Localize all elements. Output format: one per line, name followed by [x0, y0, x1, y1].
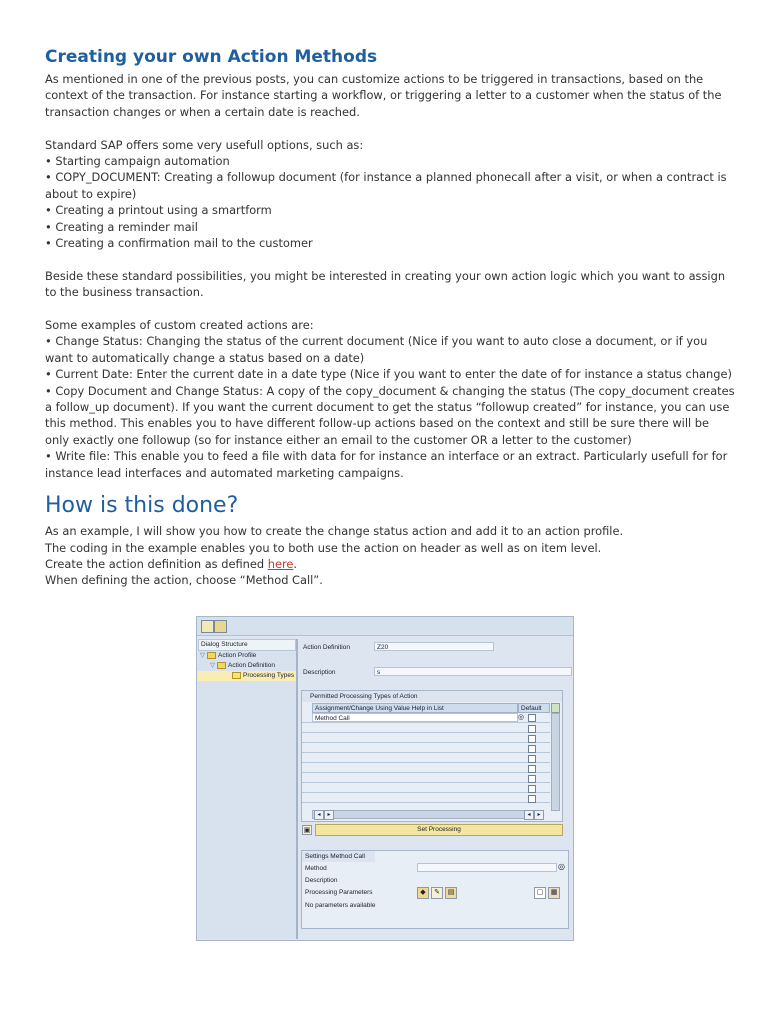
no-parameters-text: No parameters available — [305, 902, 376, 909]
action-definition-label: Action Definition — [303, 644, 350, 651]
column-settings-icon[interactable] — [551, 703, 560, 713]
list-item: • Creating a confirmation mail to the customer — [45, 236, 313, 251]
how-line-4: When defining the action, choose “Method Call”. — [45, 573, 323, 588]
tree-node-label: Action Profile — [218, 652, 257, 659]
how-line-3-prefix: Create the action definition as defined — [45, 556, 268, 571]
method-field[interactable] — [417, 863, 557, 872]
document-icon[interactable]: ▢ — [534, 887, 546, 899]
article — [45, 46, 735, 589]
table-row[interactable] — [302, 753, 550, 763]
list-item: • Change Status: Changing the status of the current document (Nice if you want to auto close a document, or if you want to automatically change a status based on a date) — [45, 334, 708, 365]
default-checkbox[interactable] — [528, 765, 536, 773]
processing-parameters-label: Processing Parameters — [305, 889, 373, 896]
list-item: • Creating a printout using a smartform — [45, 203, 272, 218]
method-label: Method — [305, 865, 327, 872]
edit-icon[interactable] — [201, 620, 214, 633]
sap-screenshot — [196, 616, 574, 941]
col-assignment-header[interactable]: Assignment/Change Using Value Help in List — [312, 703, 518, 713]
how-line-1: As an example, I will show you how to create the change status action and add it to an action profile. — [45, 524, 624, 539]
action-definition-field[interactable]: Z20 — [374, 642, 494, 651]
standard-intro: Standard SAP offers some very usefull options, such as: — [45, 137, 364, 152]
default-checkbox[interactable] — [528, 714, 536, 722]
standard-list — [45, 153, 735, 251]
list-item: • Write file: This enable you to feed a file with data for for instance an interface or an extract. Particularly usefull for for instance lead interfaces and automated marketing campaigns. — [45, 449, 728, 480]
table-row[interactable] — [302, 713, 550, 723]
open-folder-icon — [232, 672, 241, 679]
list-item: • Creating a reminder mail — [45, 219, 198, 234]
default-checkbox[interactable] — [528, 745, 536, 753]
parameter-add-icon[interactable]: ◆ — [417, 887, 429, 899]
tree-header: Dialog Structure — [198, 639, 296, 651]
dialog-structure-tree — [198, 639, 298, 939]
sap-toolbar — [197, 617, 573, 636]
list-item: • Current Date: Enter the current date in a date type (Nice if you want to enter the date of for instance a status change) — [45, 367, 732, 382]
save-icon[interactable] — [214, 620, 227, 633]
col-default-header[interactable]: Default — [518, 703, 550, 713]
table-row[interactable] — [302, 743, 550, 753]
expand-icon[interactable]: ▽ — [210, 662, 215, 669]
table-row[interactable] — [302, 723, 550, 733]
tree-node-processing-types[interactable] — [198, 671, 296, 681]
list-item: • Starting campaign automation — [45, 154, 230, 169]
section-heading: How is this done? — [45, 493, 239, 519]
list-item: • Copy Document and Change Status: A copy of the copy_document & changing the status (The copy_document creates a follow_up document). If you want the current document to get the status “followup created” for instance, you can use this method. This enables you to have different follow-up actions based on the context and still be sure there will be only exactly one followup (so for instance either an email to the customer OR a letter to the customer) — [45, 383, 735, 447]
default-checkbox[interactable] — [528, 725, 536, 733]
folder-icon — [217, 662, 226, 669]
default-checkbox[interactable] — [528, 755, 536, 763]
description-label: Description — [303, 669, 336, 676]
table-row[interactable] — [302, 783, 550, 793]
folder-icon — [207, 652, 216, 659]
value-help-icon[interactable]: ◎ — [558, 862, 565, 871]
default-checkbox[interactable] — [528, 795, 536, 803]
here-link[interactable]: here — [267, 556, 294, 571]
table-row[interactable] — [302, 793, 550, 803]
tree-node-action-definition[interactable] — [198, 661, 296, 671]
scroll-right-icon[interactable]: ▸ — [324, 810, 334, 820]
panel-title: Settings Method Call — [302, 851, 375, 862]
custom-intro: Some examples of custom created actions are: — [45, 318, 314, 333]
default-checkbox[interactable] — [528, 775, 536, 783]
parameter-copy-icon[interactable]: ▤ — [445, 887, 457, 899]
beside-paragraph: Beside these standard possibilities, you might be interested in creating your own action logic which you want to assign to the business transaction. — [45, 268, 726, 300]
expand-icon[interactable]: ▽ — [200, 652, 205, 659]
table-row[interactable] — [302, 763, 550, 773]
default-checkbox[interactable] — [528, 735, 536, 743]
value-help-icon[interactable]: ◎ — [518, 714, 525, 721]
custom-list — [45, 333, 735, 481]
method-call-cell[interactable]: Method Call — [312, 713, 518, 722]
description-field[interactable]: s — [374, 667, 572, 676]
tree-node-label: Action Definition — [228, 662, 275, 669]
table-row[interactable] — [302, 773, 550, 783]
default-checkbox[interactable] — [528, 785, 536, 793]
grid-icon[interactable]: ▦ — [548, 887, 560, 899]
list-item: • COPY_DOCUMENT: Creating a followup document (for instance a planned phonecall after a visit, or when a contract is about to expire) — [45, 170, 727, 201]
horizontal-scrollbar[interactable] — [312, 810, 534, 819]
scroll-left-icon[interactable]: ◂ — [314, 810, 324, 820]
scroll-right-icon[interactable]: ▸ — [534, 810, 544, 820]
pencil-icon[interactable]: ✎ — [431, 887, 443, 899]
how-line-3-suffix: . — [293, 556, 298, 571]
how-line-2: The coding in the example enables you to both use the action on header as well as on item level. — [45, 540, 602, 555]
table-row[interactable] — [302, 733, 550, 743]
how-line-3 — [45, 556, 735, 572]
detail-icon[interactable]: ▣ — [303, 827, 311, 834]
tree-node-label: Processing Types — [243, 672, 295, 679]
vertical-scrollbar[interactable] — [551, 713, 560, 811]
settings-description-label: Description — [305, 877, 338, 884]
panel-title: Permitted Processing Types of Action — [302, 691, 562, 702]
tree-node-action-profile[interactable] — [198, 651, 296, 661]
set-processing-button[interactable]: Set Processing — [315, 824, 563, 836]
scroll-left-icon[interactable]: ◂ — [524, 810, 534, 820]
article-title: Creating your own Action Methods — [45, 47, 378, 67]
intro-paragraph: As mentioned in one of the previous posts, you can customize actions to be triggered in transactions, based on the context of the transaction. For instance starting a workflow, or triggering a letter to a customer when the status of the transaction changes or when a certain date is reached. — [45, 72, 722, 119]
settings-method-call-panel — [301, 850, 569, 929]
permitted-types-panel — [301, 690, 563, 822]
processing-types-table — [302, 713, 550, 809]
